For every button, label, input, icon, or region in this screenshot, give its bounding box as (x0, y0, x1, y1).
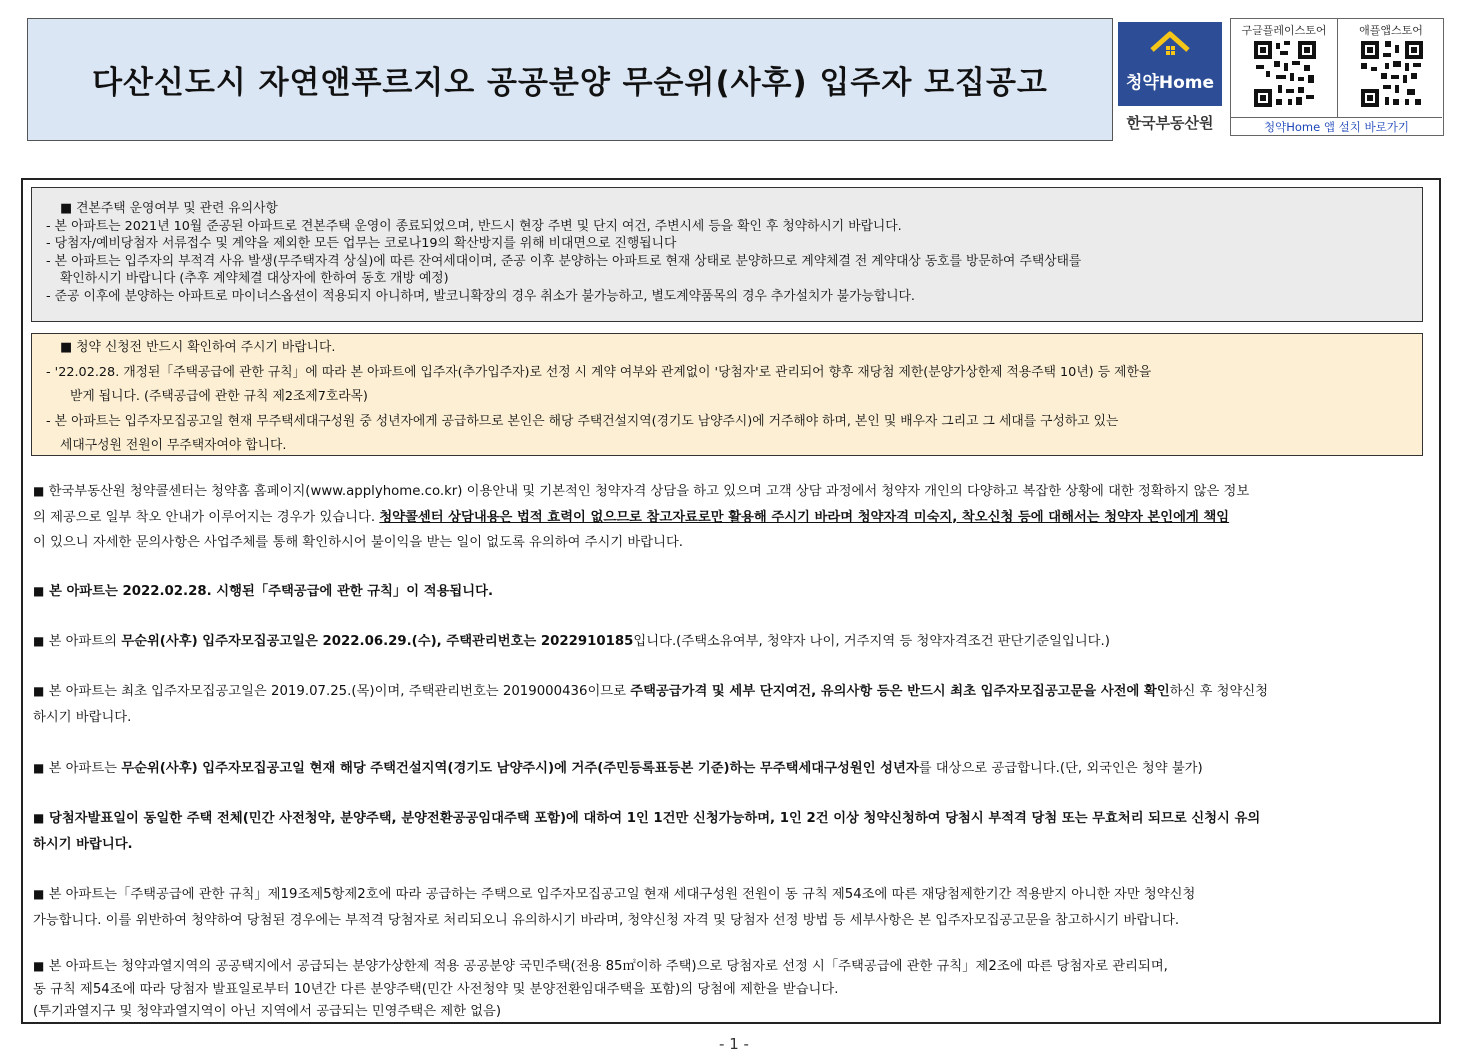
notice-line: - 본 아파트는 2021년 10월 준공된 아파트로 견본주택 운영이 종료되었으며, 반드시 현장 주변 및 단지 여건, 주변시세 등을 확인 후 청약하시기 바랍니다. (46, 218, 902, 234)
notice-text: 본 아파트는 청약과열지역의 공공택지에서 공급되는 분양가상한제 적용 공공분양 국민주택(전용 85㎡이하 주택)으로 당첨자로 선정 시「주택공급에 관한 규칙」제2조에 따른 당첨자로 관리되며, (48, 959, 1168, 974)
price-cap-notice (33, 955, 1433, 1024)
qr-code-icon (1361, 41, 1423, 107)
notice-text: 동 규칙 제54조에 따라 당첨자 발표일로부터 10년간 다른 분양주택(민간 사전청약 및 분양전환임대주택을 포함)의 당첨에 제한을 받습니다. (33, 981, 839, 997)
bullet-square: ■ (33, 634, 45, 648)
apple-store-qr[interactable] (1338, 19, 1444, 117)
google-play-label: 구글플레이스토어 (1241, 24, 1327, 37)
notice-text: 본 아파트는「주택공급에 관한 규칙」제19조제5항제2호에 따라 공급하는 주택으로 입주자모집공고일 현재 세대구성원 전원이 동 규칙 제54조에 따른 재당첨제한기간 적용받지 아니한 자만 청약신청 (48, 887, 1196, 902)
notice-line: 확인하시기 바랍니다 (추후 계약체결 대상자에 한하여 동호 개방 예정) (60, 271, 449, 286)
model-house-heading: ■ 견본주택 운영여부 및 관련 유의사항 (60, 201, 278, 216)
logo-blue-panel (1118, 22, 1222, 106)
bullet-square: ■ (33, 761, 45, 775)
notice-text: 당첨자발표일이 동일한 주택 전체(민간 사전청약, 분양주택, 분양전환공공임대주택 포함)에 대하여 1인 1건만 신청가능하며, 1인 2건 이상 청약신청하여 당첨시 부적격 당첨 또는 무효처리 되므로 신청시 유의 (48, 811, 1261, 826)
notice-text: 본 아파트는 2022.02.28. 시행된「주택공급에 관한 규칙」이 적용됩니다. (48, 584, 494, 599)
bullet-square: ■ (33, 959, 45, 973)
notice-line: - 본 아파트는 입주자모집공고일 현재 무주택세대구성원 중 성년자에게 공급하므로 본인은 해당 주택건설지역(경기도 남양주시)에 거주해야 하며, 본인 및 배우자 그리고 그 세대를 구성하고 있는 (46, 413, 1119, 429)
bullet-square: ■ (33, 811, 45, 825)
notice-line: 받게 됩니다. (주택공급에 관한 규칙 제2조제7호라목) (70, 389, 368, 404)
notice-text: 하시기 바랍니다. (33, 709, 132, 725)
page-number: - 1 - (719, 1035, 749, 1053)
announcement-date-notice (33, 629, 1433, 655)
notice-text: 본 아파트는 최초 입주자모집공고일은 2019.07.25.(목)이며, 주택관리번호는 2019000436이므로 (48, 684, 631, 699)
notice-text: 를 대상으로 공급합니다.(단, 외국인은 청약 불가) (918, 761, 1203, 776)
applyhome-logo[interactable] (1118, 22, 1222, 134)
bullet-square: ■ (33, 484, 45, 498)
model-house-notice (31, 187, 1423, 322)
notice-text: 입니다.(주택소유여부, 청약자 나이, 거주지역 등 청약자격조건 판단기준일입니다.) (633, 634, 1110, 649)
one-application-notice (33, 806, 1433, 857)
notice-line: - 당첨자/예비당첨자 서류접수 및 계약을 제외한 모든 업무는 코로나19의 확산방지를 위해 비대면으로 진행됩니다 (46, 236, 677, 251)
notice-text: (투기과열지구 및 청약과열지역이 아닌 지역에서 공급되는 민영주택은 제한 없음) (33, 1004, 502, 1019)
house-logo-icon (1148, 30, 1192, 64)
notice-text: 이 있으니 자세한 문의사항은 사업주체를 통해 확인하시어 불이익을 받는 일이 없도록 유의하여 주시기 바랍니다. (33, 535, 684, 550)
notice-emphasis: 무순위(사후) 입주자모집공고일은 2022.06.29.(수), 주택관리번호는 2022910185 (121, 634, 634, 649)
notice-text: 의 제공으로 일부 착오 안내가 이루어지는 경우가 있습니다. (33, 509, 376, 525)
pre-application-notice (31, 333, 1423, 456)
notice-line: - '22.02.28. 개정된「주택공급에 관한 규칙」에 따라 본 아파트에 입주자(추가입주자)로 선정 시 계약 여부와 관계없이 '당첨자'로 관리되어 향후 재당첨 제한(분양가상한제 적용주택 10년) 등 제한을 (46, 364, 1152, 380)
notice-line: - 본 아파트는 입주자의 부적격 사유 발생(무주택자격 상실)에 따른 잔여세대이며, 준공 이후 분양하는 아파트로 현재 상태로 분양하므로 계약체결 전 계약대상 동호를 방문하여 주택상태를 (46, 253, 1082, 269)
page-title: 다산신도시 자연앤푸르지오 공공분양 무순위(사후) 입주자 모집공고 (92, 65, 1048, 101)
notice-text: 가능합니다. 이를 위반하여 청약하여 당첨된 경우에는 부적격 당첨자로 처리되오니 유의하시기 바라며, 청약신청 자격 및 당첨자 선정 방법 등 세부사항은 본 입주자모집공고문을 참고하시기 바랍니다. (33, 912, 1180, 928)
rewin-restriction-notice (33, 882, 1433, 933)
notice-text: 본 아파트의 (48, 634, 122, 649)
qr-code-icon (1254, 41, 1316, 107)
rule-applied-notice (33, 579, 1433, 605)
logo-org-text: 한국부동산원 (1126, 114, 1214, 132)
original-announcement-notice (33, 679, 1433, 730)
bullet-square: ■ (33, 584, 45, 598)
notice-emphasis: 청약콜센터 상담내용은 법적 효력이 없으므로 참고자료로만 활용해 주시기 바라며 청약자격 미숙지, 착오신청 등에 대해서는 청약자 본인에게 책임 (379, 509, 1230, 525)
notice-emphasis: 주택공급가격 및 세부 단지여건, 유의사항 등은 반드시 최초 입주자모집공고문을 사전에 확인 (630, 684, 1170, 699)
google-play-qr[interactable] (1231, 19, 1338, 117)
apple-store-label: 애플앱스토어 (1359, 24, 1423, 37)
notice-line: 세대구성원 전원이 무주택자여야 합니다. (60, 438, 287, 453)
eligibility-notice (33, 756, 1433, 782)
notice-line: - 준공 이후에 분양하는 아파트로 마이너스옵션이 적용되지 아니하며, 발코니확장의 경우 취소가 불가능하고, 별도계약품목의 경우 추가설치가 불가능합니다. (46, 288, 915, 304)
pre-application-heading: ■ 청약 신청전 반드시 확인하여 주시기 바랍니다. (60, 340, 336, 355)
bullet-square: ■ (33, 887, 45, 901)
call-center-notice (33, 479, 1433, 556)
app-install-link[interactable]: 청약Home 앱 설치 바로가기 (1231, 117, 1442, 136)
notice-text: 하시기 바랍니다. (33, 836, 133, 852)
logo-brand-text: 청약Home (1126, 73, 1214, 93)
bullet-square: ■ (33, 684, 45, 698)
notice-text: 하신 후 청약신청 (1169, 684, 1269, 699)
title-banner (27, 18, 1113, 141)
app-qr-panel (1230, 18, 1444, 136)
notice-emphasis: 무순위(사후) 입주자모집공고일 현재 해당 주택건설지역(경기도 남양주시)에 거주(주민등록표등본 기준)하는 무주택세대구성원인 성년자 (121, 761, 919, 776)
notice-text: 본 아파트는 (48, 761, 122, 776)
notice-text: 한국부동산원 청약콜센터는 청약홈 홈페이지(www.applyhome.co.kr) 이용안내 및 기본적인 청약자격 상담을 하고 있으며 고객 상담 과정에서 청약자 개인의 다양하고 복잡한 상황에 대한 정확하지 않은 정보 (48, 484, 1250, 499)
